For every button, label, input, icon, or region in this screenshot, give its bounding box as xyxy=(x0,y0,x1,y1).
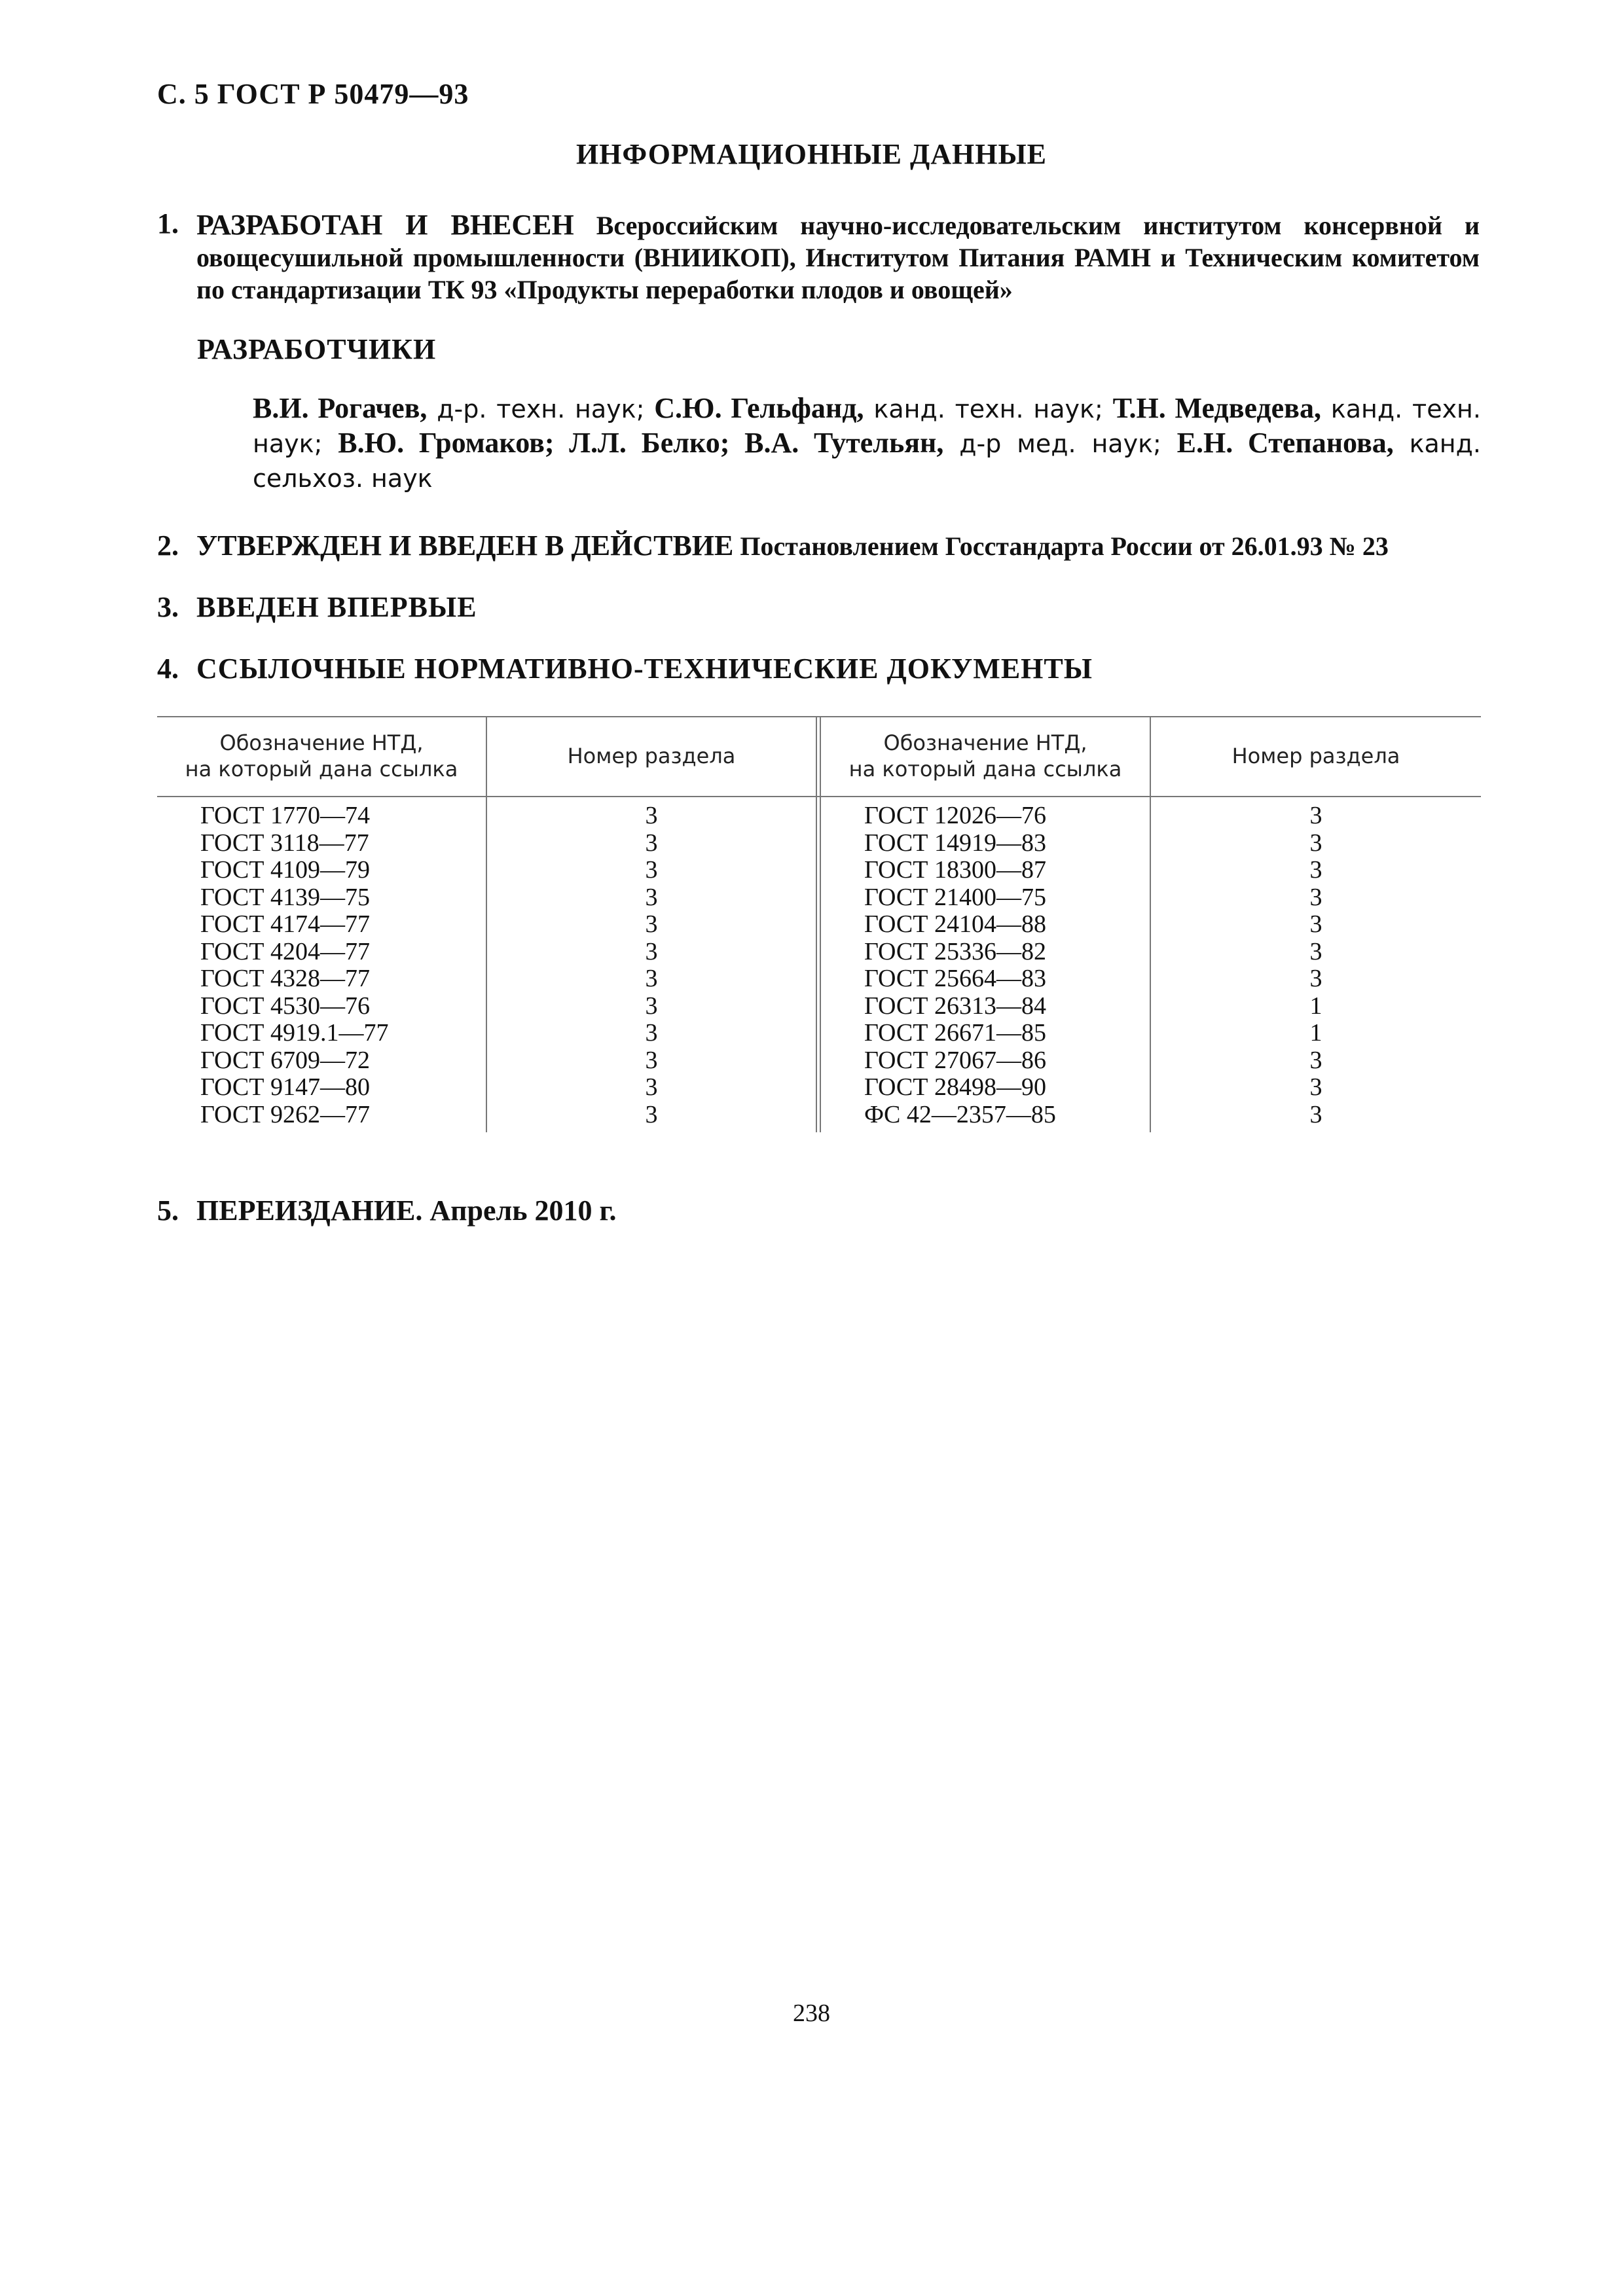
section-3-heading: ВВЕДЕН ВПЕРВЫЕ xyxy=(196,591,477,623)
developers-list xyxy=(253,391,1481,495)
reference-documents-table xyxy=(157,716,1481,1132)
page-number: 238 xyxy=(793,2000,830,2027)
developer-name: Е.Н. Степанова, xyxy=(1176,427,1394,459)
table-cell-doc: ГОСТ 1770—74 xyxy=(200,802,370,829)
left-section-column xyxy=(487,802,816,1128)
section-1-number: 1. xyxy=(157,207,179,240)
table-cell-section: 3 xyxy=(645,829,658,857)
table-cell-doc: ГОСТ 27067—86 xyxy=(864,1046,1046,1074)
table-cell-section: 3 xyxy=(645,1100,658,1128)
section-4-heading: ССЫЛОЧНЫЕ НОРМАТИВНО-ТЕХНИЧЕСКИЕ ДОКУМЕНТЫ xyxy=(196,653,1093,685)
section-1-text xyxy=(196,209,1480,306)
table-cell-section: 3 xyxy=(645,1019,658,1047)
table-cell-doc: ГОСТ 25336—82 xyxy=(864,937,1046,965)
table-cell-doc: ГОСТ 18300—87 xyxy=(864,856,1046,884)
developer-degree: канд. техн. наук; xyxy=(253,395,1481,458)
table-cell-doc: ГОСТ 4139—75 xyxy=(200,883,370,911)
table-cell-section: 3 xyxy=(1309,1046,1322,1074)
table-header-section: Номер раздела xyxy=(567,744,736,768)
table-header-section: Номер раздела xyxy=(1231,744,1400,768)
table-cell-section: 3 xyxy=(1309,883,1322,911)
page-header: С. 5 ГОСТ Р 50479—93 xyxy=(157,78,469,110)
right-section-column xyxy=(1151,802,1481,1128)
section-5-number: 5. xyxy=(157,1194,179,1227)
table-cell-section: 3 xyxy=(645,965,658,992)
table-cell-doc: ГОСТ 4174—77 xyxy=(200,910,370,938)
table-cell-doc: ГОСТ 21400—75 xyxy=(864,883,1046,911)
developer-degree: канд. сельхоз. наук xyxy=(253,429,1482,493)
section-1-heading: РАЗРАБОТАН И ВНЕСЕН xyxy=(196,209,574,241)
table-cell-section: 3 xyxy=(1309,937,1322,965)
table-cell-doc: ФС 42—2357—85 xyxy=(864,1100,1056,1128)
section-2-text xyxy=(196,529,1389,562)
table-cell-section: 3 xyxy=(645,937,658,965)
table-cell-doc: ГОСТ 25664—83 xyxy=(864,965,1046,992)
table-header-border xyxy=(157,796,1481,797)
table-header-designation xyxy=(157,716,486,796)
table-cell-doc: ГОСТ 4109—79 xyxy=(200,856,370,884)
section-1-body: Всероссийским научно-исследовательским институтом консервной и овощесушильной промышленности (ВНИИКОП), Институтом Питания РАМН и Техническим комитетом по стандартизации ТК 93 «Продукты переработки плодов и овощей» xyxy=(196,211,1480,304)
table-cell-doc: ГОСТ 4204—77 xyxy=(200,937,370,965)
developer-degree: д-р. техн. наук; xyxy=(427,395,655,423)
table-cell-section: 3 xyxy=(645,992,658,1020)
table-cell-section: 3 xyxy=(645,1046,658,1074)
table-cell-section: 3 xyxy=(1309,856,1322,884)
left-doc-column xyxy=(200,802,389,1128)
table-cell-doc: ГОСТ 9147—80 xyxy=(200,1073,370,1101)
header-designation-line1: Обозначение НТД, xyxy=(219,730,424,755)
developer-name: Т.Н. Медведева, xyxy=(1112,392,1321,424)
table-cell-doc: ГОСТ 3118—77 xyxy=(200,829,369,857)
section-5-text xyxy=(196,1194,617,1227)
table-cell-section: 3 xyxy=(1309,910,1322,938)
table-cell-doc: ГОСТ 28498—90 xyxy=(864,1073,1046,1101)
section-4-number: 4. xyxy=(157,653,179,685)
document-title: ИНФОРМАЦИОННЫЕ ДАННЫЕ xyxy=(575,138,1048,170)
table-cell-section: 3 xyxy=(1309,802,1322,829)
table-cell-section: 1 xyxy=(1309,1019,1322,1047)
section-3-number: 3. xyxy=(157,591,179,623)
right-doc-column xyxy=(864,802,1056,1128)
table-cell-section: 3 xyxy=(645,1073,658,1101)
section-5-heading: ПЕРЕИЗДАНИЕ. xyxy=(196,1194,423,1227)
table-cell-doc: ГОСТ 26671—85 xyxy=(864,1019,1046,1047)
header-designation-line2: на который дана ссылка xyxy=(848,757,1122,781)
table-cell-doc: ГОСТ 24104—88 xyxy=(864,910,1046,938)
developer-name: В.И. Рогачев, xyxy=(253,392,428,424)
header-designation-line2: на который дана ссылка xyxy=(185,757,458,781)
section-2-body: Постановлением Госстандарта России от 26.01.93 № 23 xyxy=(733,531,1389,561)
table-cell-section: 3 xyxy=(645,910,658,938)
section-2-heading: УТВЕРЖДЕН И ВВЕДЕН В ДЕЙСТВИЕ xyxy=(196,529,734,562)
table-cell-doc: ГОСТ 4530—76 xyxy=(200,992,370,1020)
developer-name: В.Ю. Громаков; Л.Л. Белко; В.А. Тутельян, xyxy=(338,427,944,459)
table-cell-doc: ГОСТ 12026—76 xyxy=(864,802,1046,829)
header-designation-line1: Обозначение НТД, xyxy=(883,730,1087,755)
table-cell-doc: ГОСТ 26313—84 xyxy=(864,992,1046,1020)
section-5-body: Апрель 2010 г. xyxy=(422,1194,617,1227)
table-cell-section: 3 xyxy=(1309,1100,1322,1128)
table-cell-doc: ГОСТ 14919—83 xyxy=(864,829,1046,857)
table-cell-section: 3 xyxy=(1309,829,1322,857)
table-cell-section: 3 xyxy=(645,856,658,884)
table-cell-section: 3 xyxy=(645,802,658,829)
table-cell-doc: ГОСТ 4328—77 xyxy=(200,965,370,992)
table-column-divider xyxy=(816,716,817,1132)
table-header-designation xyxy=(821,716,1150,796)
table-cell-doc: ГОСТ 9262—77 xyxy=(200,1100,370,1128)
table-cell-section: 1 xyxy=(1309,992,1322,1020)
table-cell-section: 3 xyxy=(645,883,658,911)
table-cell-section: 3 xyxy=(1309,965,1322,992)
table-cell-section: 3 xyxy=(1309,1073,1322,1101)
developer-name: С.Ю. Гельфанд, xyxy=(654,392,864,424)
table-cell-doc: ГОСТ 6709—72 xyxy=(200,1046,370,1074)
developers-heading: РАЗРАБОТЧИКИ xyxy=(197,333,437,365)
table-cell-doc: ГОСТ 4919.1—77 xyxy=(200,1019,389,1047)
section-2-number: 2. xyxy=(157,529,179,562)
developer-degree: д-р мед. наук; xyxy=(943,429,1177,458)
developer-degree: канд. техн. наук; xyxy=(864,395,1113,423)
